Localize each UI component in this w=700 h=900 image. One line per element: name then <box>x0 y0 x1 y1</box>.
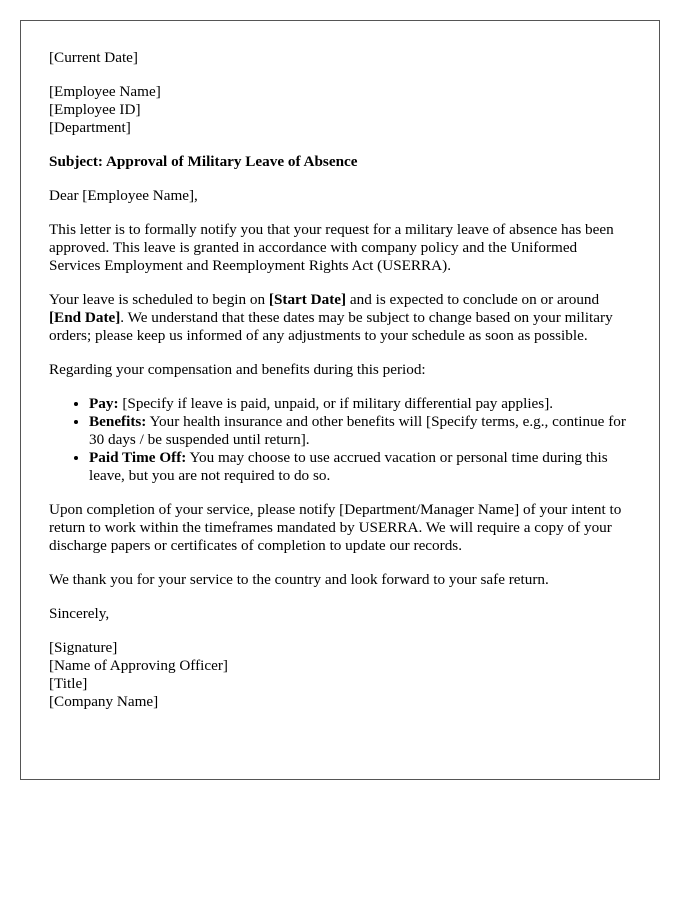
term-label: Pay: <box>89 395 119 412</box>
paragraph-approval: This letter is to formally notify you that your request for a military leave of absence has been approved. This leave is granted in accordance with company policy and the Uniformed Services Employment and Reemployment Rights Act (USERRA). <box>49 221 614 274</box>
paragraph-return: Upon completion of your service, please notify [Department/Manager Name] of your intent to return to work within the timeframes mandated by USERRA. We will require a copy of your discharge papers or certificates of completion to update our records. <box>49 501 622 554</box>
salutation: Dear [Employee Name], <box>49 187 198 204</box>
list-item-benefits <box>89 413 631 449</box>
signature-block <box>49 639 631 711</box>
employee-id: [Employee ID] <box>49 101 141 118</box>
terms-list <box>49 395 631 485</box>
term-text: You may choose to use accrued vacation or personal time during this leave, but you are not required to do so. <box>89 449 608 484</box>
employee-info <box>49 83 631 137</box>
list-item-paid-time-off <box>89 449 631 485</box>
term-text: Your health insurance and other benefits will [Specify terms, e.g., continue for 30 days / be suspended until return]. <box>89 413 626 448</box>
officer-title: [Title] <box>49 675 88 692</box>
schedule-text-3: . We understand that these dates may be subject to change based on your military orders; please keep us informed of any adjustments to your schedule as soon as possible. <box>49 309 613 344</box>
paragraph-schedule <box>49 291 631 345</box>
start-date: [Start Date] <box>268 291 347 308</box>
paragraph-thanks: We thank you for your service to the country and look forward to your safe return. <box>49 571 549 588</box>
current-date: [Current Date] <box>49 49 138 66</box>
department: [Department] <box>49 119 131 136</box>
subject-line: Subject: Approval of Military Leave of Absence <box>49 153 358 170</box>
employee-name: [Employee Name] <box>49 83 161 100</box>
term-text: [Specify if leave is paid, unpaid, or if military differential pay applies]. <box>118 395 554 412</box>
recipient-block <box>49 49 631 67</box>
term-label: Paid Time Off: <box>89 449 187 466</box>
term-label: Benefits: <box>89 413 147 430</box>
end-date: [End Date] <box>49 309 121 326</box>
company-name: [Company Name] <box>49 693 159 710</box>
list-item-pay <box>89 395 631 413</box>
schedule-text-1: Your leave is scheduled to begin on <box>49 291 269 308</box>
letter <box>20 20 660 780</box>
schedule-text-2: and is expected to conclude on or around <box>346 291 600 308</box>
approving-officer-name: [Name of Approving Officer] <box>49 657 228 674</box>
closing: Sincerely, <box>49 605 110 622</box>
compensation-intro: Regarding your compensation and benefits during this period: <box>49 361 426 378</box>
signature: [Signature] <box>49 639 118 656</box>
